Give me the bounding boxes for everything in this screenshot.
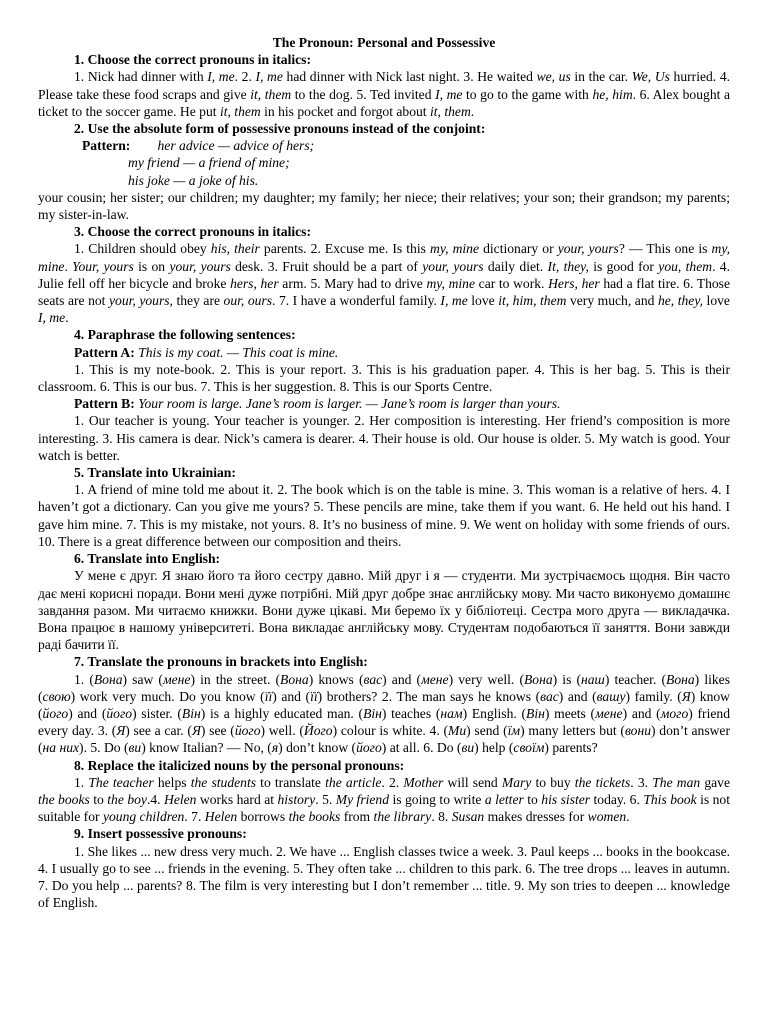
text-run: ) see ( — [200, 723, 235, 739]
exercise-1-text — [38, 68, 730, 120]
italic-run: your, yours — [169, 258, 231, 274]
exercise-4-text-b: 1. Our teacher is young. Your teacher is younger. 2. Her composition is interesting. Her friend’s composition is more interesting. 3. His camera is dear. Nick’s camera is dearer. 4. Their house is old. Our house is older. 5. My watch is good. Your watch is better. — [38, 413, 730, 463]
text-run: ) in the street. ( — [190, 671, 281, 687]
italic-run: the tickets — [574, 774, 631, 790]
exercise-7-heading: 7. Translate the pronouns in brackets into English: — [74, 654, 368, 670]
exercise-2-heading: 2. Use the absolute form of possessive pronouns instead of the conjoint: — [74, 121, 486, 137]
text-run: ) family. ( — [625, 688, 682, 704]
italic-run: the library — [373, 809, 432, 825]
text-run: ) parents? — [544, 740, 598, 756]
text-run: ) many letters but ( — [520, 723, 625, 739]
italic-run: ви — [461, 740, 475, 756]
text-run: to — [89, 791, 108, 807]
italic-run: We, Us — [631, 69, 670, 85]
italic-run: нам — [440, 705, 463, 721]
text-run: ) brothers? 2. The man says he knows ( — [317, 688, 541, 704]
italic-run: I, me — [255, 69, 283, 85]
exercise-3-heading: 3. Choose the correct pronouns in italics: — [74, 224, 312, 240]
text-run: ) saw ( — [122, 671, 163, 687]
text-run: ) friend every day. 3. ( — [38, 705, 730, 739]
text-run: ? — This one is — [618, 241, 712, 257]
text-run: ) English. ( — [462, 705, 527, 721]
italic-run: his, their — [210, 241, 260, 257]
exercise-4-pattern-a — [74, 344, 730, 361]
italic-run: Вона — [280, 671, 309, 687]
italic-run: його — [234, 723, 261, 739]
italic-run: я — [271, 740, 279, 756]
text-run: ) at all. 6. Do ( — [381, 740, 462, 756]
italic-run: мене — [162, 671, 191, 687]
italic-run: Я — [191, 723, 201, 739]
page-title: The Pronoun: Personal and Possessive — [272, 35, 496, 50]
italic-run: мого — [660, 705, 689, 721]
exercise-1-heading: 1. Choose the correct pronouns in italics: — [74, 52, 312, 68]
text-run: 1. Children should obey — [74, 241, 211, 257]
italic-run: the article — [325, 774, 382, 790]
text-run: ) meets ( — [544, 705, 596, 721]
italic-run: Helen — [164, 791, 197, 807]
text-run: ) is a highly educated man. ( — [200, 705, 364, 721]
italic-run: he, him — [592, 86, 633, 102]
italic-run: Я — [116, 723, 126, 739]
italic-run: Його — [303, 723, 333, 739]
italic-run: мене — [421, 671, 449, 687]
italic-run: we, us — [536, 69, 571, 85]
italic-run: її — [310, 688, 318, 704]
italic-run: a letter — [484, 791, 524, 807]
text-run: they are — [172, 293, 224, 309]
italic-run: Він — [526, 705, 545, 721]
text-run: daily diet. — [483, 258, 548, 274]
italic-run: його — [356, 740, 382, 756]
exercise-9-heading: 9. Insert possessive pronouns: — [74, 826, 247, 842]
text-run: from — [340, 809, 374, 825]
italic-run: history — [277, 791, 316, 807]
text-run: ) knows ( — [308, 671, 364, 687]
text-run: ) and ( — [622, 705, 661, 721]
italic-run: наш — [581, 671, 605, 687]
italic-run: Hers, her — [548, 275, 600, 291]
italic-run: вас — [540, 688, 559, 704]
pattern-b-text: Your room is large. Jane’s room is larger. — Jane’s room is larger than yours. — [138, 396, 561, 412]
italic-run: it, them — [429, 103, 471, 119]
text-run: ) see a car. ( — [125, 723, 192, 739]
text-run: today. 6. — [590, 791, 644, 807]
text-run: dictionary or — [479, 241, 558, 257]
italic-run: It, they, — [547, 258, 589, 274]
text-run: . 3. — [630, 774, 653, 790]
text-run: ) help ( — [474, 740, 514, 756]
italic-run: I, me — [38, 310, 66, 326]
text-run: . — [626, 809, 630, 825]
text-run: ) and ( — [68, 705, 107, 721]
italic-run: своїм — [513, 740, 545, 756]
exercise-5-text: 1. A friend of mine told me about it. 2. The book which is on the table is mine. 3. This woman is a relative of hers. 4. I haven’t got a dictionary. Can you give me yours? 5. These pencils are mine, take them if you want. 6. He held out his hand. I gave him mine. 7. This is my mistake, not yours. 8. It’s no business of mine. 9. We went on holiday with some friends of ours. 10. There is a great difference between our composition and theirs. — [38, 482, 730, 549]
italic-run: my, mine — [430, 241, 480, 257]
text-run: ) very well. ( — [448, 671, 524, 687]
italic-run: I, me — [435, 86, 463, 102]
text-run: . 6. Alex bought a ticket to the soccer game. He put — [38, 86, 730, 119]
text-run: ) well. ( — [260, 723, 304, 739]
text-run: ) teacher. ( — [604, 671, 667, 687]
italic-run: на них — [42, 740, 80, 756]
text-run: helps — [153, 774, 191, 790]
text-run: . 4. Julie fell off her bicycle and broke — [38, 258, 730, 291]
italic-run: Susan — [451, 809, 485, 825]
italic-run: Вона — [666, 671, 695, 687]
italic-run: його — [106, 705, 133, 721]
text-run: 1. — [74, 774, 89, 790]
exercise-9-text: 1. She likes ... new dress very much. 2. We have ... English classes twice a week. 3. Paul keeps ... books in the bookcase. 4. I usually go to see ... friends in the evening. 5. They often take ... children to this park. 6. The tree drops ... leaves in autumn. 7. Do you help ... parents? 8. The film is very interesting but I don’t remember ... title. 9. My son tries to deepen ... knowledge of English. — [38, 843, 730, 911]
italic-run: Ми — [448, 723, 467, 739]
italic-run: hers, her — [230, 275, 279, 291]
text-run: . 2. — [381, 774, 404, 790]
text-run: had a flat tire. 6. Those seats are not — [38, 275, 730, 309]
text-run: . 7. I have a wonderful family. — [272, 293, 441, 309]
exercise-6-heading: 6. Translate into English: — [74, 551, 221, 567]
text-run: to translate — [256, 774, 326, 790]
text-run: is good for — [588, 258, 659, 274]
text-run: is on — [133, 258, 170, 274]
text-run: ) likes ( — [38, 671, 730, 704]
text-run: ) and ( — [558, 688, 597, 704]
text-run: makes dresses for — [484, 809, 588, 825]
text-run: to the dog. 5. Ted invited — [291, 86, 436, 102]
italic-run: he, they, — [657, 293, 704, 309]
text-run: in the car. — [570, 69, 632, 85]
text-run: ) work very much. Do you know ( — [70, 688, 265, 704]
italic-run: Вона — [93, 671, 123, 687]
text-run: ) sister. ( — [132, 705, 182, 721]
exercise-8-text — [38, 774, 730, 826]
text-run: . — [470, 103, 475, 119]
italic-run: Він — [181, 705, 201, 721]
italic-run: Я — [681, 688, 691, 704]
pattern-a-text: This is my coat. — This coat is mine. — [138, 344, 339, 360]
exercise-2-text: your cousin; her sister; our children; my daughter; my family; her niece; their relatives; your son; their grandson; my parents; my sister-in-law. — [38, 189, 730, 223]
text-run: is not suitable for — [38, 791, 730, 825]
italic-run: it, them — [250, 86, 292, 102]
text-run: love — [703, 293, 730, 309]
text-run: ) and ( — [382, 671, 422, 687]
text-run: gave — [700, 774, 731, 790]
italic-run: The teacher — [88, 774, 154, 790]
italic-run: your, yours — [422, 258, 484, 274]
text-run: ) don’t answer ( — [38, 723, 730, 756]
text-run: . 7. — [184, 809, 205, 825]
exercise-8-heading: 8. Replace the italicized nouns by the personal pronouns: — [74, 757, 405, 773]
text-run: ). 5. Do ( — [79, 740, 129, 756]
italic-run: the boy — [107, 791, 147, 807]
pattern-line-2: my friend — a friend of mine; — [128, 155, 290, 171]
pattern-b-label: Pattern B: — [74, 396, 135, 412]
text-run: ) colour is white. 4. ( — [332, 723, 449, 739]
text-run: . — [64, 258, 73, 274]
text-run: ) is ( — [552, 671, 582, 687]
text-run: ) send ( — [466, 723, 508, 739]
text-run: hurried. 4. Please take these food scraps and give — [38, 69, 731, 102]
text-run: . — [65, 310, 69, 326]
italic-run: I, me — [440, 293, 468, 309]
italic-run: свою — [42, 688, 71, 704]
italic-run: the books — [288, 809, 341, 825]
text-run: to buy — [531, 774, 575, 790]
italic-run: її — [264, 688, 273, 704]
text-run: ) know ( — [38, 688, 731, 721]
italic-run: the students — [190, 774, 257, 790]
text-run: ) don’t know ( — [278, 740, 357, 756]
text-run: 1. Nick had dinner with — [74, 69, 208, 85]
italic-run: your, yours — [557, 241, 619, 257]
text-run: is going to write — [389, 791, 485, 807]
italic-run: your, yours, — [108, 293, 173, 309]
text-run: . 2. — [234, 69, 256, 85]
italic-run: вашу — [596, 688, 626, 704]
text-run: parents. 2. Excuse me. Is this — [259, 241, 430, 257]
italic-run: My friend — [335, 791, 390, 807]
italic-run: his sister — [541, 791, 591, 807]
italic-run: women — [587, 809, 627, 825]
italic-run: you, them — [658, 258, 713, 274]
pattern-label: Pattern: — [82, 138, 131, 154]
exercise-4-heading: 4. Paraphrase the following sentences: — [74, 327, 296, 343]
italic-run: my, mine — [38, 241, 730, 274]
italic-run: Helen — [204, 809, 238, 825]
text-run: . 5. — [315, 791, 336, 807]
italic-run: Вона — [523, 671, 553, 687]
italic-run: our, ours — [223, 293, 273, 309]
text-run: to — [523, 791, 542, 807]
italic-run: вас — [363, 671, 383, 687]
italic-run: ви — [128, 740, 142, 756]
text-run: ) and ( — [272, 688, 311, 704]
text-run: arm. 5. Mary had to drive — [278, 275, 427, 291]
pattern-a-label: Pattern A: — [74, 344, 135, 360]
exercise-4-text-a: 1. This is my note-book. 2. This is your report. 3. This is his graduation paper. 4. This is her bag. 5. This is their classroom. 6. This is our bus. 7. This is her suggestion. 8. This is our Sports Centre. — [38, 361, 730, 395]
italic-run: його — [42, 705, 69, 721]
pattern-line-1: her advice — advice of hers; — [157, 138, 315, 154]
text-run: desk. 3. Fruit should be a part of — [230, 258, 423, 274]
text-run: .4. — [146, 791, 164, 807]
italic-run: Mary — [501, 774, 532, 790]
text-run: . 8. — [431, 809, 452, 825]
italic-run: Mother — [403, 774, 444, 790]
text-run: had dinner with Nick last night. 3. He waited — [282, 69, 537, 85]
italic-run: їм — [507, 723, 521, 739]
text-run: ) teaches ( — [381, 705, 441, 721]
italic-run: it, him, them — [498, 293, 567, 309]
italic-run: young children — [102, 809, 185, 825]
text-run: love — [467, 293, 499, 309]
italic-run: I, me — [207, 69, 235, 85]
italic-run: вони — [624, 723, 652, 739]
exercise-5-heading: 5. Translate into Ukrainian: — [74, 465, 236, 481]
exercise-4-pattern-b — [74, 395, 730, 412]
text-run: works hard at — [196, 791, 278, 807]
pattern-line-3: his joke — a joke of his. — [128, 172, 259, 188]
italic-run: This book — [643, 791, 697, 807]
text-run: very much, and — [566, 293, 658, 309]
text-run: borrows — [237, 809, 289, 825]
text-run: will send — [443, 774, 502, 790]
italic-run: The man — [652, 774, 701, 790]
text-run: ) know Italian? — No, ( — [141, 740, 272, 756]
italic-run: мене — [595, 705, 623, 721]
italic-run: the books — [38, 791, 90, 807]
exercise-7-text — [38, 671, 730, 757]
text-run: car to work. — [475, 275, 549, 291]
exercise-3-text — [38, 240, 730, 326]
exercise-2-pattern — [82, 137, 730, 154]
italic-run: Your, yours — [72, 258, 134, 274]
italic-run: it, them — [219, 103, 261, 119]
text-run: 1. ( — [74, 671, 94, 687]
exercise-6-text: У мене є друг. Я знаю його та його сестру давно. Мій друг і я — студенти. Ми зустрічаємось щодня. Він часто дає мені корисні поради. Вони мені дуже потрібні. Мій друг добре знає англійську мову. Ми часто виконуємо домашнє завдання разом. Ми читаємо книжки. Вони дуже цікаві. Ми беремо їх у бібліотеці. Сестра мого друга — викладачка. Вона працює в нашому університеті. Вона викладає англійську мову. Студентам подобаються її заняття. Вони завжди раді бачити її. — [38, 568, 730, 653]
italic-run: my, mine — [426, 275, 476, 291]
text-run: to go to the game with — [462, 86, 593, 102]
italic-run: Він — [363, 705, 382, 721]
text-run: in his pocket and forgot about — [260, 103, 430, 119]
